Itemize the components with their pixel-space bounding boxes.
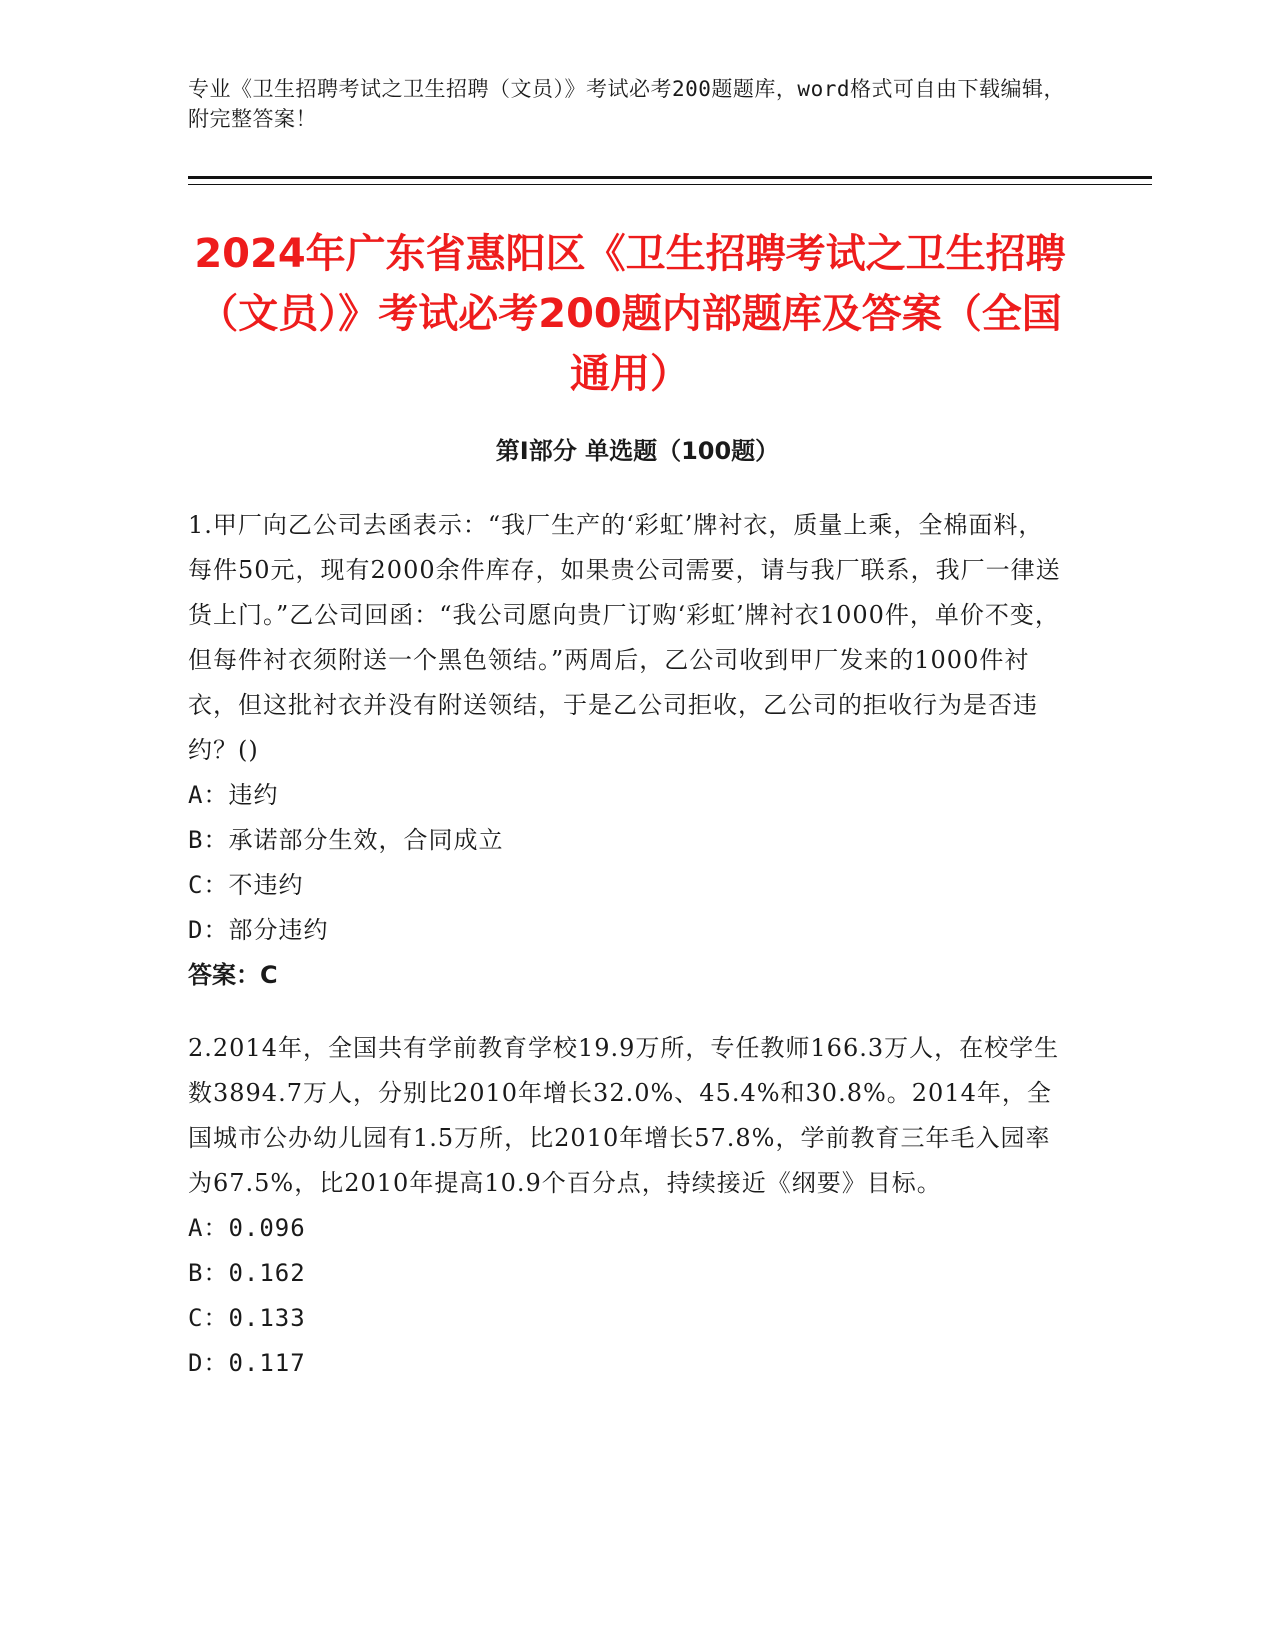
option-a: A：违约 [188,781,279,809]
header-divider-thin [188,184,1152,185]
option-b: B：承诺部分生效，合同成立 [188,826,504,854]
question-2 [188,1026,1068,1386]
question-1 [188,503,1068,998]
document-title: 2024年广东省惠阳区《卫生招聘考试之卫生招聘（文员）》考试必考200题内部题库及答案（全国通用） [194,231,1066,397]
option-b: B：0.162 [188,1259,306,1287]
section-heading: 第I部分 单选题（100题） [495,437,780,465]
answer: 答案：C [188,961,278,989]
question-stem: 1.甲厂向乙公司去函表示：“我厂生产的‘彩虹’牌衬衣，质量上乘，全棉面料，每件50元，现有2000余件库存，如果贵公司需要，请与我厂联系，我厂一律送货上门。”乙公司回函：“我公司愿向贵厂订购‘彩虹’牌衬衣1000件，单价不变，但每件衬衣须附送一个黑色领结。”两周后，乙公司收到甲厂发来的1000件衬衣，但这批衬衣并没有附送领结，于是乙公司拒收，乙公司的拒收行为是否违约？() [188,511,1061,764]
option-d: D：部分违约 [188,916,329,944]
option-c: C：0.133 [188,1304,306,1332]
option-d: D：0.117 [188,1349,306,1377]
header-note: 专业《卫生招聘考试之卫生招聘（文员）》考试必考200题题库，word格式可自由下载编辑，附完整答案！ [188,77,1065,131]
option-c: C：不违约 [188,871,304,899]
option-a: A：0.096 [188,1214,306,1242]
question-stem: 2.2014年，全国共有学前教育学校19.9万所，专任教师166.3万人，在校学生数3894.7万人，分别比2010年增长32.0%、45.4%和30.8%。2014年，全国城市公办幼儿园有1.5万所，比2010年增长57.8%，学前教育三年毛入园率为67.5%，比2010年提高10.9个百分点，持续接近《纲要》目标。 [188,1034,1060,1197]
header-divider-thick [188,176,1152,179]
